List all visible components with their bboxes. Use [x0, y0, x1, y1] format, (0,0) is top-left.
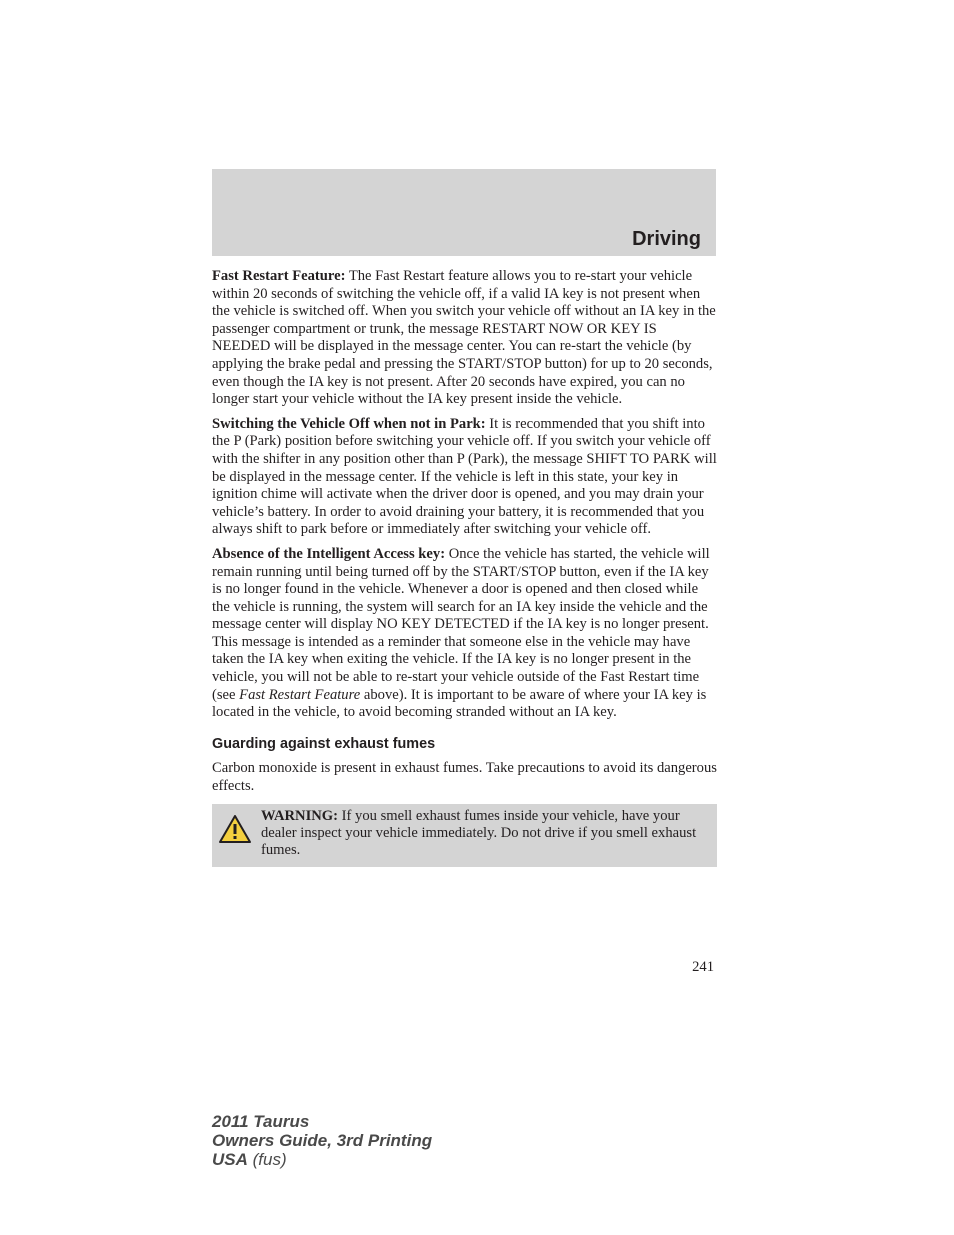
footer-doc-info	[212, 1112, 432, 1169]
warning-triangle-icon	[218, 814, 252, 844]
paragraph-carbon-monoxide: Carbon monoxide is present in exhaust fumes. Take precautions to avoid its dangerous effects.	[212, 760, 717, 795]
subheading: Guarding against exhaust fumes	[212, 735, 436, 752]
footer-region	[212, 1150, 432, 1169]
footer-guide: Owners Guide, 3rd Printing	[212, 1131, 433, 1150]
paragraph-lead: Switching the Vehicle Off when not in Park:	[212, 415, 486, 432]
warning-box	[212, 804, 717, 867]
paragraph-body: The Fast Restart feature allows you to re-start your vehicle within 20 seconds of switching the vehicle off, if a valid IA key is not present when the vehicle is switched off. When you switch your vehicle off without an IA key in the passenger compartment or trunk, the message RESTART NOW OR KEY IS NEEDED will be displayed in the message center. You can re-start the vehicle (by applying the brake pedal and pressing the START/STOP button) for up to 20 seconds, even though the IA key is not present. After 20 seconds have expired, you can no longer start your vehicle without the IA key present inside the vehicle.	[212, 268, 716, 408]
paragraph-absence-ia-key	[212, 546, 717, 722]
paragraph-body: Once the vehicle has started, the vehicle will remain running until being turned off by the START/STOP button, even if the IA key is no longer found in the vehicle. Whenever a door is opened and then closed while the vehicle is running, the system will search for an IA key inside the vehicle and the message center will display NO KEY DETECTED if the IA key is no longer present. This message is intended as a reminder that someone else in the vehicle may have taken the IA key when exiting the vehicle. If the IA key is no longer present in the vehicle, you will not be able to re-start your vehicle outside of the Fast Restart time (see	[212, 545, 710, 703]
page-number: 241	[692, 959, 714, 975]
paragraph-tail: above). It is important to be aware of where your IA key is located in the vehicle, to avoid becoming stranded without an IA key.	[212, 686, 707, 721]
footer-country: USA	[212, 1150, 248, 1169]
footer-code: (fus)	[247, 1150, 287, 1169]
paragraph-lead: Fast Restart Feature:	[212, 268, 346, 284]
section-title: Driving	[632, 228, 701, 250]
warning-text: If you smell exhaust fumes inside your vehicle, have your dealer inspect your vehicle immediately. Do not drive if you smell exhaust fumes.	[261, 807, 697, 858]
paragraph-body: It is recommended that you shift into the P (Park) position before switching your vehicle off. If you switch your vehicle off with the shifter in any position other than P (Park), the message SHIFT TO PARK will be displayed in the message center. If the vehicle is left in this state, your key in ignition chime will activate when the driver door is opened, and you may drain your vehicle’s battery. In order to avoid draining your battery, it is recommended that you always shift to park before or immediately after switching your vehicle off.	[212, 415, 717, 538]
warning-label: WARNING:	[261, 807, 339, 824]
paragraph-switching-off	[212, 416, 717, 539]
footer-model: 2011 Taurus	[212, 1112, 310, 1131]
paragraph-fast-restart	[212, 268, 717, 409]
page-content	[212, 268, 717, 867]
section-header-band	[212, 169, 716, 256]
cross-reference: Fast Restart Feature	[239, 686, 361, 703]
paragraph-lead: Absence of the Intelligent Access key:	[212, 545, 446, 562]
